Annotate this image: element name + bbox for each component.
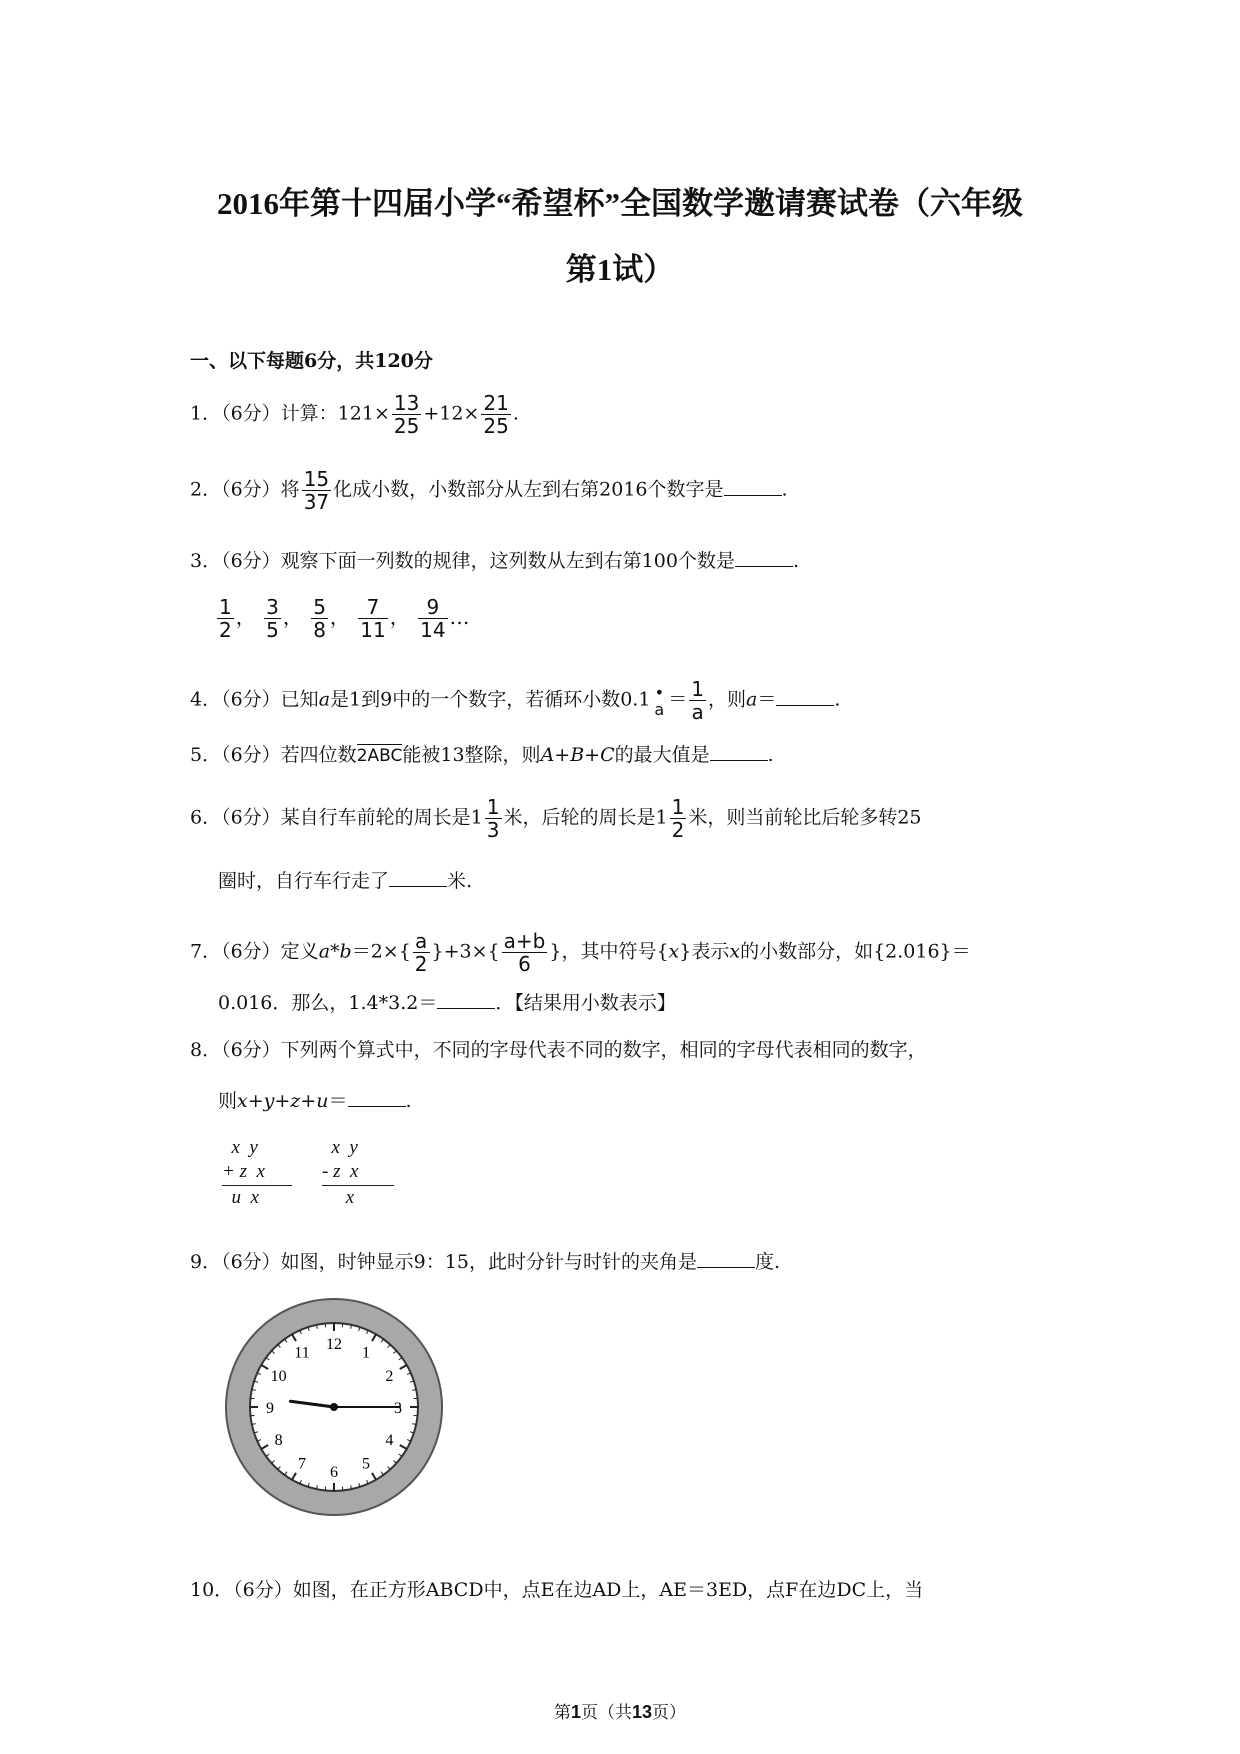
overlined-number: 2ABC — [356, 746, 403, 766]
question-4: 4．（6分）已知a是1到9中的一个数字，若循环小数0.1 • a ＝ $\frac{1}{a}$ ，则a＝ . — [190, 677, 841, 724]
section-heading: 一、以下每题6分，共120分 — [190, 350, 433, 372]
answer-blank — [724, 477, 782, 496]
page-title: 2016年第十四届小学“希望杯”全国数学邀请赛试卷（六年级 — [217, 186, 1023, 221]
fraction: $\frac{21}{25}$ — [483, 391, 509, 438]
clock-number: 9 — [266, 1400, 274, 1417]
number-sequence: $\frac{1}{2}$ ， $\frac{3}{5}$ ， $\frac{5}{8}$ ， $\frac{7}{11}$ ， $\frac{9}{14}$ … — [219, 595, 470, 642]
question-7: 7．（6分）定义a*b＝2×{ $\frac{a}{2}$ }+3×{ $\frac{a+b}{6}$ }，其中符号{x}表示x的小数部分，如{2.016}＝ — [190, 929, 971, 976]
repeating-digit: • a — [654, 682, 665, 719]
fraction: $\frac{a+b}{6}$ — [503, 929, 546, 976]
answer-blank — [776, 687, 834, 706]
addition-row-2: + z x — [222, 1161, 265, 1182]
subtraction-row-2: - z x — [322, 1161, 359, 1182]
page-subtitle: 第1试） — [565, 252, 675, 287]
question-8: 8．（6分）下列两个算式中，不同的字母代表不同的数字，相同的字母代表相同的数字， — [190, 1039, 927, 1061]
sequence-term: $\frac{1}{2}$ — [219, 595, 232, 642]
fraction: $\frac{1}{2}$ — [671, 795, 685, 842]
fraction: $\frac{1}{a}$ — [691, 677, 704, 724]
answer-blank — [348, 1088, 406, 1107]
fraction: $\frac{1}{3}$ — [486, 795, 500, 842]
clock-number: 3 — [394, 1400, 402, 1417]
question-9: 9．（6分）如图，时钟显示9：15，此时分针与时针的夹角是 度. — [190, 1251, 780, 1273]
question-2: 2．（6分）将 $\frac{15}{37}$ 化成小数，小数部分从左到右第2016个数字是 . — [190, 467, 788, 514]
clock-number: 5 — [362, 1455, 370, 1473]
addition-row-3: u x — [222, 1187, 259, 1208]
clock-number: 10 — [270, 1368, 287, 1385]
clock-number: 6 — [330, 1464, 338, 1481]
question-10: 10．（6分）如图，在正方形ABCD中，点E在边AD上，AE＝3ED，点F在边DC上，当 — [190, 1579, 924, 1601]
answer-blank — [437, 990, 495, 1009]
clock-number: 7 — [298, 1455, 306, 1473]
question-6-cont: 圈时，自行车行走了 米. — [218, 870, 473, 892]
clock-number: 1 — [362, 1344, 370, 1362]
question-3: 3．（6分）观察下面一列数的规律，这列数从左到右第100个数是 . — [190, 550, 799, 572]
answer-blank — [710, 742, 768, 761]
question-8-cont: 则x+y+z+u＝ . — [218, 1090, 412, 1112]
answer-blank — [389, 868, 447, 887]
answer-blank — [735, 548, 793, 567]
question-6: 6．（6分）某自行车前轮的周长是1 $\frac{1}{3}$ 米，后轮的周长是1 $\frac{1}{2}$ 米，则当前轮比后轮多转25 — [190, 795, 922, 842]
sequence-term: $\frac{7}{11}$ — [360, 595, 386, 642]
fraction: $\frac{15}{37}$ — [303, 467, 330, 514]
question-1: 1．（6分）计算：121× $\frac{13}{25}$ +12× $\frac{21}{25}$ . — [190, 391, 519, 438]
clock-number: 11 — [294, 1344, 310, 1362]
question-7-cont: 0.016．那么，1.4*3.2＝ ．【结果用小数表示】 — [218, 992, 676, 1014]
clock-number: 2 — [385, 1368, 394, 1385]
subtraction-row-3: x — [322, 1187, 355, 1208]
addition-row-1: x y — [222, 1137, 258, 1158]
clock-number: 8 — [274, 1432, 283, 1449]
question-5: 5．（6分）若四位数2ABC能被13整除，则A+B+C的最大值是 . — [190, 744, 774, 766]
answer-blank — [697, 1249, 755, 1268]
fraction: $\frac{13}{25}$ — [393, 391, 420, 438]
page-footer: 第1页（共13页） — [553, 1702, 687, 1723]
subtraction-row-1: x y — [322, 1137, 358, 1158]
sequence-term: $\frac{3}{5}$ — [266, 595, 279, 642]
clock-figure — [222, 1295, 446, 1519]
clock-center — [330, 1403, 338, 1411]
fraction: $\frac{a}{2}$ — [414, 929, 428, 976]
sequence-term: $\frac{5}{8}$ — [313, 595, 326, 642]
sequence-term: $\frac{9}{14}$ — [420, 595, 446, 642]
clock-number: 12 — [326, 1336, 342, 1353]
clock-number: 4 — [385, 1432, 394, 1449]
